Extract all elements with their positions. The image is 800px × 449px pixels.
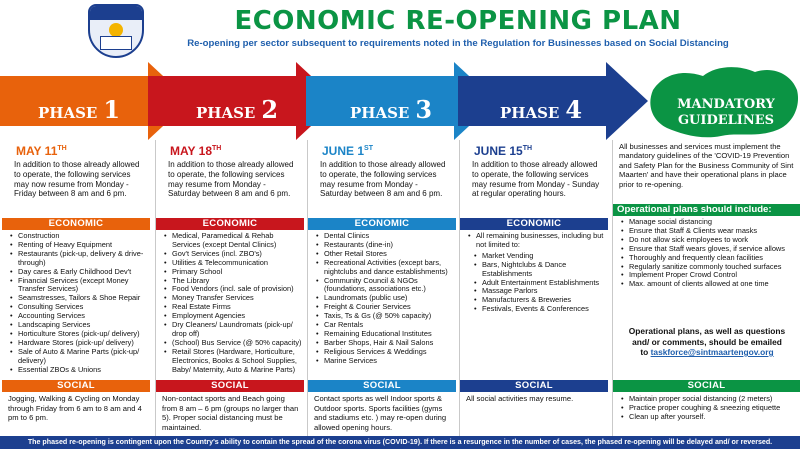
list-item: • Sale of Auto & Marine Parts (pick-up/ delivery) — [8, 348, 148, 366]
phase-2-economic-list — [156, 230, 304, 375]
mandatory-social-list — [613, 393, 800, 422]
list-item: • Dental Clinics — [314, 232, 454, 241]
phase-4-economic-header: ECONOMIC — [460, 218, 608, 230]
list-item: • Food Vendors (incl. sale of provision) — [162, 285, 302, 294]
phase-1-economic-header: ECONOMIC — [2, 218, 150, 230]
list-item: • Consulting Services — [8, 303, 148, 312]
list-item: • Construction — [8, 232, 148, 241]
list-item: • Recreational Activities (except bars, nightclubs and dance establishments) — [314, 259, 454, 277]
phase-1-social-header: SOCIAL — [2, 380, 150, 392]
list-item: • Thoroughly and frequently clean facilities — [619, 254, 798, 263]
list-item: • Car Rentals — [314, 321, 454, 330]
list-item: • Medical, Paramedical & Rehab Services (except Dental Clinics) — [162, 232, 302, 250]
list-item: • Marine Services — [314, 357, 454, 366]
list-item: • Clean up after yourself. — [619, 413, 798, 422]
sint-maarten-coat-of-arms — [88, 4, 144, 58]
mandatory-social-header: SOCIAL — [613, 380, 800, 392]
list-item: • Landscaping Services — [8, 321, 148, 330]
phase-3-social-header: SOCIAL — [308, 380, 456, 392]
list-item: • Remaining Educational Institutes — [314, 330, 454, 339]
phase-4-economic-list — [460, 230, 608, 250]
phase-2-date: MAY 18TH — [170, 144, 222, 158]
phase-1-social-text: Jogging, Walking & Cycling on Monday through Friday from 6 am to 8 am and 4 pm to 6 pm. — [8, 394, 142, 423]
list-item: • Festivals, Events & Conferences — [472, 305, 606, 314]
list-item: • Accounting Services — [8, 312, 148, 321]
list-item: • Community Council & NGOs (foundations, associations etc.) — [314, 277, 454, 295]
phase-3-economic-header: ECONOMIC — [308, 218, 456, 230]
list-item: • Restaurants (pick-up, delivery & drive-through) — [8, 250, 148, 268]
list-item: • Do not allow sick employees to work — [619, 236, 798, 245]
list-item: • Gov't Services (incl. ZBO's) — [162, 250, 302, 259]
list-item: • Manufacturers & Breweries — [472, 296, 606, 305]
mandatory-intro: All businesses and services must implement the mandatory guidelines of the 'COVID-19 Prevention and Safety Plan for the Business Community of Sint Maarten' and have their operational plans in place prior to re-opening. — [619, 142, 794, 189]
phase-1-label: PHASE 1 — [38, 95, 121, 124]
list-item: • Renting of Heavy Equipment — [8, 241, 148, 250]
phase-2-social-header: SOCIAL — [156, 380, 304, 392]
phase-1-date: MAY 11TH — [16, 144, 67, 158]
phase-4-social-text: All social activities may resume. — [466, 394, 574, 403]
list-item: • Day cares & Early Childhood Dev't — [8, 268, 148, 277]
mandatory-guidelines-column — [613, 140, 800, 421]
list-item: • All remaining businesses, including but not limited to: — [466, 232, 606, 250]
list-item: • Essential ZBOs & Unions — [8, 366, 148, 375]
list-item: • Employment Agencies — [162, 312, 302, 321]
list-item: • The Library — [162, 277, 302, 286]
phase-2-social-text: Non-contact sports and Beach going from 8 am – 6 pm (groups no larger than 5). Proper social distancing must be maintained. — [162, 394, 299, 432]
phase-2-economic-header: ECONOMIC — [156, 218, 304, 230]
list-item: • Retail Stores (Hardware, Horticulture, Electronics, Books & School Supplies, Baby/ Maternity, Auto & Marine Parts) — [162, 348, 302, 375]
list-item: • Primary School — [162, 268, 302, 277]
page-title: ECONOMIC RE-OPENING PLAN — [234, 6, 682, 36]
footer-disclaimer: The phased re-opening is contingent upon the Country's ability to contain the spread of the corona virus (COVID-19). If there is a resurgence in the number of cases, the phased re-opening will be delayed and/ or reversed. — [0, 436, 800, 449]
list-item: • Manage social distancing — [619, 218, 798, 227]
list-item: • Dry Cleaners/ Laundromats (pick-up/ drop off) — [162, 321, 302, 339]
list-item: • Restaurants (dine-in) — [314, 241, 454, 250]
mandatory-guidelines-title: MANDATORY GUIDELINES — [677, 97, 775, 128]
list-item: • Ensure that Staff wears gloves, if service allows — [619, 245, 798, 254]
phase-1-column — [2, 140, 150, 423]
list-item: • Bars, Nightclubs & Dance Establishments — [472, 261, 606, 279]
list-item: • Laundromats (public use) — [314, 294, 454, 303]
list-item: • Implement Proper Crowd Control — [619, 271, 798, 280]
list-item: • Ensure that Staff & Clients wear masks — [619, 227, 798, 236]
phase-4-intro: In addition to those already allowed to operate, the following services may resume from Monday - Sunday at regular operating hours. — [472, 160, 600, 199]
phase-1-intro: In addition to those already allowed to operate, the following services may now resume from Monday - Friday between 8 am and 6 pm. — [14, 160, 140, 199]
list-item: • Massage Parlors — [472, 287, 606, 296]
phase-3-economic-list — [308, 230, 456, 366]
phase-3-date: JUNE 1ST — [322, 144, 373, 158]
list-item: • Horticulture Stores (pick-up/ delivery) — [8, 330, 148, 339]
list-item: • Barber Shops, Hair & Nail Salons — [314, 339, 454, 348]
phase-4-date: JUNE 15TH — [474, 144, 533, 158]
list-item: • Freight & Courier Services — [314, 303, 454, 312]
phase-3-social-text: Contact sports as well Indoor sports & Outdoor sports. Sports facilities (gyms and stadiums etc. ) may re-open during allowed opening hours. — [314, 394, 447, 432]
page-subtitle: Re-opening per sector subsequent to requirements noted in the Regulation for Businesses based on Social Distancing — [187, 38, 729, 49]
phase-3-intro: In addition to those already allowed to operate, the following services may resume from Monday - Saturday between 8 am and 6 pm. — [320, 160, 446, 199]
phase-4-label: PHASE 4 — [500, 95, 583, 124]
phase-2-column — [156, 140, 304, 432]
phase-3-label: PHASE 3 — [350, 95, 433, 124]
phase-2-intro: In addition to those already allowed to operate, the following services may resume from Monday - Saturday between 8 am and 6 pm. — [168, 160, 294, 199]
list-item: • Money Transfer Services — [162, 294, 302, 303]
list-item: • Other Retail Stores — [314, 250, 454, 259]
list-item: • Hardware Stores (pick-up/ delivery) — [8, 339, 148, 348]
list-item: • Practice proper coughing & sneezing etiquette — [619, 404, 798, 413]
list-item: • Max. amount of clients allowed at one time — [619, 280, 798, 289]
list-item: • Financial Services (except Money Transfer Services) — [8, 277, 148, 295]
list-item: • Taxis, Ts & Gs (@ 50% capacity) — [314, 312, 454, 321]
contact-email-link[interactable]: taskforce@sintmaartengov.org — [650, 347, 774, 357]
list-item: • Adult Entertainment Establishments — [472, 279, 606, 288]
contact-note: Operational plans, as well as questions and/ or comments, should be emailed to taskforce@sintmaartengov.org — [628, 326, 786, 357]
list-item: • Maintain proper social distancing (2 meters) — [619, 395, 798, 404]
list-item: • Utilities & Telecommunication — [162, 259, 302, 268]
list-item: • Seamstresses, Tailors & Shoe Repair — [8, 294, 148, 303]
phase-4-social-header: SOCIAL — [460, 380, 608, 392]
operational-plans-header: Operational plans should include: — [613, 204, 800, 216]
list-item: • (School) Bus Service (@ 50% capacity) — [162, 339, 302, 348]
list-item: • Regularly sanitize commonly touched surfaces — [619, 263, 798, 272]
phase-2-label: PHASE 2 — [196, 95, 279, 124]
phase-4-column — [460, 140, 608, 403]
phase-4-economic-sublist — [460, 250, 608, 314]
list-item: • Market Vending — [472, 252, 606, 261]
operational-plans-list — [613, 216, 800, 289]
list-item: • Real Estate Firms — [162, 303, 302, 312]
phase-1-economic-list — [2, 230, 150, 375]
list-item: • Religious Services & Weddings — [314, 348, 454, 357]
phase-3-column — [308, 140, 456, 432]
